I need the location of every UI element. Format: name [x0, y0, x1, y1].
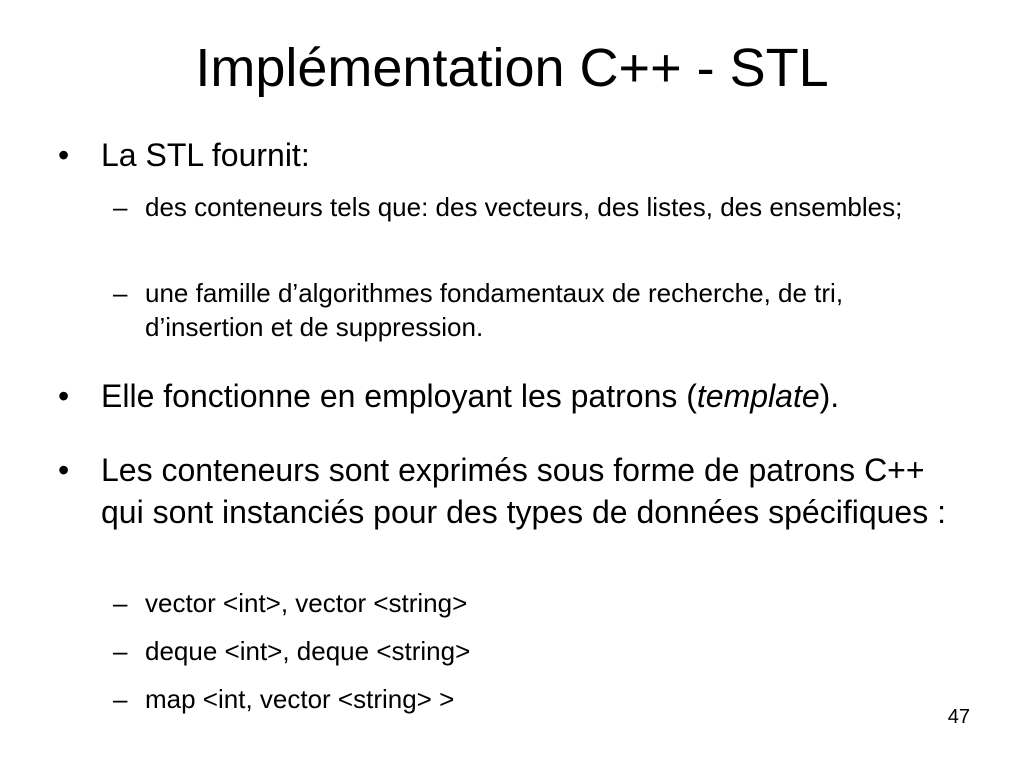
sub-marker: –: [113, 278, 128, 308]
slide-page-number: 47: [947, 706, 970, 728]
bullet-text: La STL fournit:: [101, 137, 310, 173]
sub-marker: –: [113, 684, 128, 714]
bullet-marker: •: [58, 137, 70, 173]
subitem-text: vector <int>, vector <string>: [145, 588, 468, 618]
bullet-text-italic: template: [696, 378, 820, 414]
subitem-text: map <int, vector <string> >: [145, 684, 455, 714]
subitem-text: une famille d’algorithmes fondamentaux de recherche, de tri, d’insertion et de suppression.: [145, 278, 844, 342]
sub-marker: –: [113, 192, 128, 222]
subitem-text: deque <int>, deque <string>: [145, 636, 471, 666]
subitem-text: des conteneurs tels que: des vecteurs, des listes, des ensembles;: [145, 192, 903, 222]
bullet-text: [101, 375, 961, 417]
bullet-marker: •: [58, 378, 70, 414]
bullet-text-after: ).: [819, 378, 840, 414]
bullet-text: Les conteneurs sont exprimés sous forme de patrons C++ qui sont instanciés pour des types de données spécifiques :: [101, 452, 946, 530]
sub-marker: –: [113, 588, 128, 618]
sub-marker: –: [113, 636, 128, 666]
bullet-text-before: Elle fonctionne en employant les patrons (: [101, 378, 697, 414]
slide-title: Implémentation C++ - STL: [195, 38, 829, 98]
bullet-marker: •: [58, 452, 70, 488]
